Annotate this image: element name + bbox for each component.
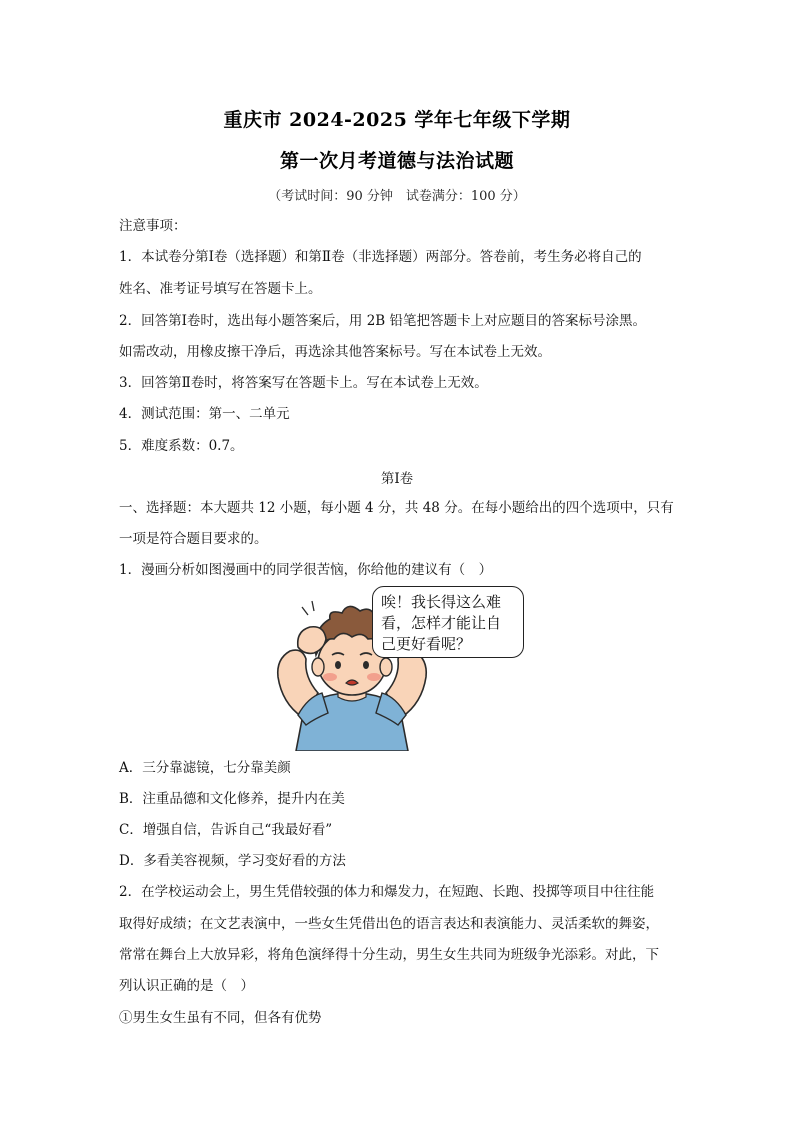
option-b: B．注重品德和文化修养，提升内在美: [119, 791, 345, 807]
question-2-stem: 2．在学校运动会上，男生凭借较强的体力和爆发力，在短跑、长跑、投掷等项目中往往能: [119, 884, 655, 900]
bubble-text: 唉！我长得这么难: [381, 593, 502, 611]
question-1-stem: 1．漫画分析如图漫画中的同学很苦恼，你给他的建议有（ ）: [119, 562, 493, 578]
option-d: D．多看美容视频，学习变好看的方法: [119, 853, 346, 869]
exam-title-line2: 第一次月考道德与法治试题: [279, 150, 514, 172]
section-label: 第Ⅰ卷: [380, 471, 414, 487]
notice-line: 如需改动，用橡皮擦干净后，再选涂其他答案标号。写在本试卷上无效。: [119, 344, 551, 360]
option-a: A．三分靠滤镜，七分靠美颜: [119, 760, 291, 776]
notice-line: 姓名、准考证号填写在答题卡上。: [119, 281, 322, 297]
bubble-text: 看，怎样才能让自: [381, 614, 502, 632]
exam-info: （考试时间：90 分钟 试卷满分：100 分）: [268, 189, 526, 204]
question-2-statement-1: ①男生女生虽有不同，但各有优势: [119, 1010, 322, 1026]
exam-title-line1: 重庆市 2024-2025 学年七年级下学期: [223, 109, 571, 131]
speech-bubble: [372, 586, 524, 658]
notice-line: 2．回答第Ⅰ卷时，选出每小题答案后，用 2B 铅笔把答题卡上对应题目的答案标号涂黑。: [119, 313, 647, 329]
notice-line: 1．本试卷分第Ⅰ卷（选择题）和第Ⅱ卷（非选择题）两部分。答卷前，考生务必将自己的: [119, 249, 642, 265]
notice-heading: 注意事项：: [119, 218, 187, 234]
notice-line: 3．回答第Ⅱ卷时，将答案写在答题卡上。写在本试卷上无效。: [119, 375, 488, 391]
section-intro: 一项是符合题目要求的。: [119, 531, 268, 547]
bubble-text: 己更好看呢？: [381, 635, 472, 653]
question-2-stem: 列认识正确的是（ ）: [119, 978, 254, 994]
question-2-stem: 取得好成绩；在文艺表演中，一些女生凭借出色的语言表达和表演能力、灵活柔软的舞姿，: [119, 916, 659, 932]
option-c: C．增强自信，告诉自己“我最好看”: [119, 822, 333, 838]
notice-line: 5．难度系数：0.7。: [119, 438, 244, 454]
section-intro: 一、选择题：本大题共 12 小题，每小题 4 分，共 48 分。在每小题给出的四个选项中，只有: [119, 500, 674, 516]
notice-line: 4．测试范围：第一、二单元: [119, 406, 290, 422]
question-2-stem: 常常在舞台上大放异彩，将角色演绎得十分生动，男生女生共同为班级争光添彩。对此，下: [119, 947, 659, 963]
